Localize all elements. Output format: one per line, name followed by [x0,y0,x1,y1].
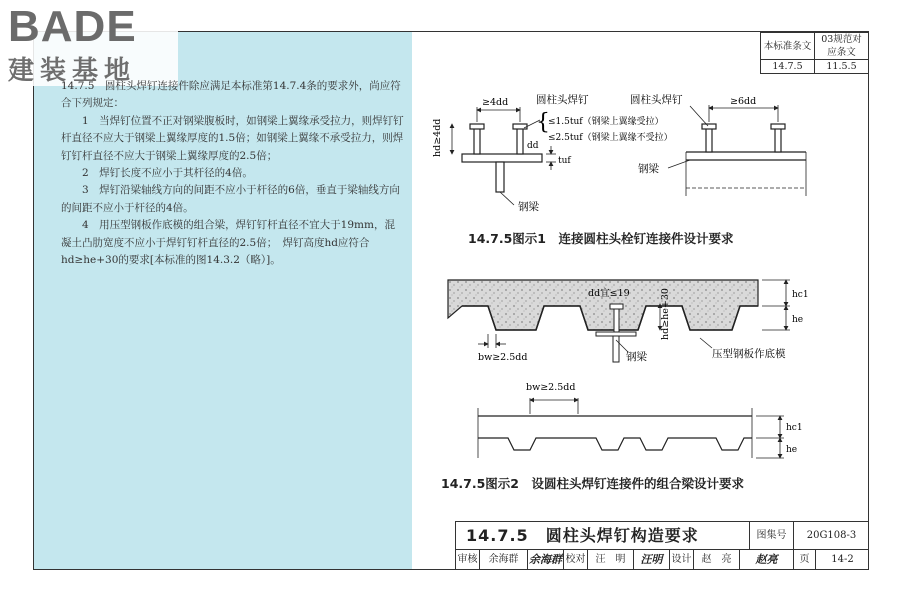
fig1-dd-label: dd [527,141,539,151]
design-label: 设计 [670,550,694,570]
fig2-caption: 14.7.5图示2 设圆柱头焊钉连接件的组合梁设计要求 [441,476,744,491]
check-label: 校对 [564,550,588,570]
reviewer-name: 余海群 [480,550,528,570]
stud-head-right [513,124,527,129]
stud-left [474,128,480,154]
web [496,162,504,192]
atlas-label: 图集号 [750,522,794,550]
fig2-hc1-label-b: hc1 [786,423,803,433]
fig2-hd-relation: hd≥he+30 [660,288,671,340]
ref-value-standard: 14.7.5 [761,60,815,74]
checker-signature: 汪明 [634,550,670,570]
stud-head-left [470,124,484,129]
fig2-dd-limit: dd宜≤19 [588,288,630,299]
fig1-beam-label-b: 钢梁 [638,163,659,175]
checker-name: 汪 明 [588,550,634,570]
page-label: 页 [794,550,816,570]
fig1-tuf-label: tuf [558,156,571,166]
page-number: 14-2 [831,554,854,565]
clause-item-4: 4 用压型钢板作底模的组合梁，焊钉钉杆直径不宜大于19mm，混凝土凸肋宽度不应小于焊钉钉杆直径的2.5倍； 焊钉高度hd应符合hd≥he+30的要求[本标准的图14.3.2（略）]。 [61,219,395,267]
ref-header-code: 03规范对应条文 [815,33,869,60]
fig1-spacing-4d: ≥4dd [482,97,509,108]
fig2-bw-top-label: bw≥2.5dd [526,382,576,393]
fig1-brace: { [536,110,550,135]
fig1-stud-label-b: 圆柱头焊钉 [630,94,683,106]
fig1-spacing-6d: ≥6dd [730,96,757,107]
designer-signature: 赵亮 [740,550,794,570]
review-label: 审核 [456,550,480,570]
clause-item-3: 3 焊钉沿梁轴线方向的间距不应小于杆径的6倍，垂直于梁轴线方向的间距不应小于杆径的4倍。 [61,184,400,214]
logo-brand: BADE [8,2,137,51]
logo-subtitle: 建装基地 [8,56,137,86]
designer-name: 赵 亮 [694,550,740,570]
top-flange [462,154,542,162]
fig1-height-label: hd≥4dd [432,118,443,157]
clause-heading: 14.7.5 圆柱头焊钉连接件除应满足本标准第14.7.4条的要求外，尚应符合下列规定： [61,80,401,110]
fig1-cond-2: ≤2.5tuf（钢梁上翼缘不受拉） [548,133,673,143]
fig1-stud-label-a: 圆柱头焊钉 [536,94,589,106]
fig2-beam-label: 钢梁 [626,351,647,363]
reviewer-signature: 余海群 [528,550,564,570]
atlas-number: 20G108-3 [806,530,857,541]
fig1-beam-label-a: 钢梁 [518,201,539,213]
clause-item-2: 2 焊钉长度不应小于其杆径的4倍。 [82,167,253,180]
fig1-elevation [668,105,806,196]
ref-header-standard: 本标准条文 [761,33,815,60]
fig2-deck-label: 压型钢板作底模 [712,348,786,360]
sheet-title: 14.7.5 圆柱头焊钉构造要求 [456,522,750,550]
stud-right [517,128,523,154]
title-block [455,521,868,569]
clause-item-1: 1 当焊钉位置不正对钢梁腹板时，如钢梁上翼缘承受拉力，则焊钉钉杆直径不应大于钢梁上翼缘厚度的1.5倍；如钢梁上翼缘不承受拉力，则焊钉钉杆直径不应大于钢梁上翼缘厚度的2.5倍； [61,114,404,162]
fig2-deck-profile [478,398,784,458]
fig2-hc1-label: hc1 [792,290,809,300]
fig1-cond-1: ≤1.5tuf（钢梁上翼缘受拉） [548,117,664,127]
fig2-he-label-b: he [786,445,798,455]
fig1-caption: 14.7.5图示1 连接圆柱头栓钉连接件设计要求 [468,231,734,246]
fig2-he-label: he [792,315,804,325]
fig2-bw-label: bw≥2.5dd [478,352,528,363]
ref-value-code: 11.5.5 [815,60,869,74]
